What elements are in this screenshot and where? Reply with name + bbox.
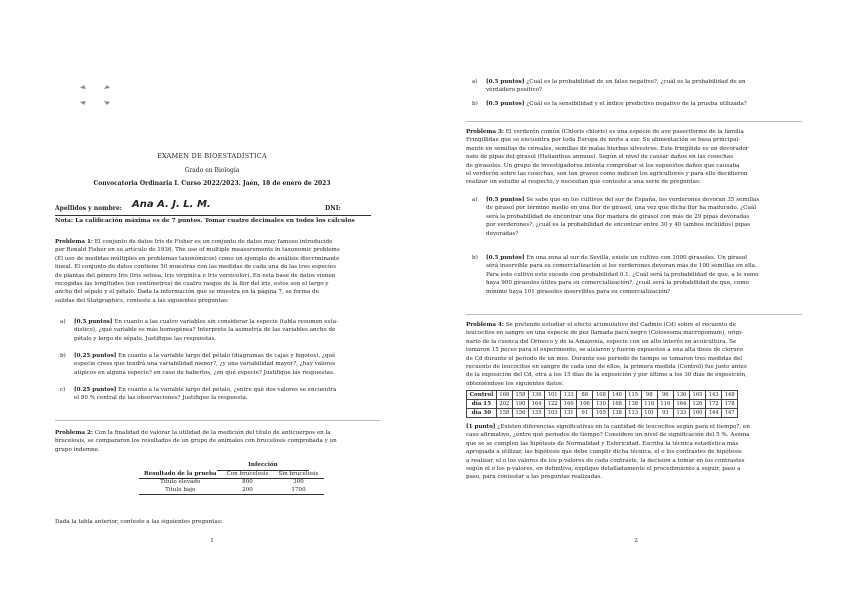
infection-table [139, 471, 324, 496]
table-cell: 164 [673, 400, 689, 409]
item-line: será inservible para su comercialización si los verderones devoran más de 100 semillas en ella. [486, 263, 757, 270]
table-cell: 130 [593, 400, 609, 409]
problem-3-line: de girasoles. Un grupo de investigadores intenta comprobar si los supuestos daños que causaba [466, 162, 740, 169]
problem-4-heading: Problema 4: [466, 322, 504, 328]
item-points: [0.5 puntos] [74, 319, 113, 325]
table-cell: 91 [577, 409, 593, 418]
item-points: [1 punto] [466, 424, 496, 430]
section-divider [466, 314, 802, 315]
row-label: Título bajo [165, 486, 196, 493]
problem-2-item-b [472, 100, 802, 108]
problem-4-line: de la exposición del Cd, otra a los 15 días de la exposición y por último a los 30 días de exposición, [466, 372, 747, 379]
table-cell: 158 [512, 391, 528, 400]
problem-4-line: Se pretende estudiar el efecto acumulativo del Cadmio (Cd) sobre el recuento de [505, 322, 737, 328]
table-cell: 101 [641, 409, 657, 418]
problem-1-line: de plantas del género Iris (Iris setosa, Iris virginica e Iris versicolor). En esta base de datos vienen [55, 272, 336, 279]
item-points: [0.5 puntos] [486, 197, 525, 203]
problem-1-line: (El uso de medidas múltiples en problemas taxonómicos) como un ejemplo de análisis discriminante [55, 255, 340, 262]
problem-1-item-a [60, 318, 380, 343]
table-cell: 168 [496, 391, 512, 400]
table-cell: 140 [609, 391, 625, 400]
table-cell: 300 [293, 479, 304, 485]
item-points: [0.25 puntos] [74, 387, 117, 393]
table-cell: 126 [689, 400, 705, 409]
after-table-text: Dada la tabla anterior, conteste a las siguientes preguntas: [55, 519, 223, 525]
problem-2-line: grupo indemne. [55, 446, 100, 453]
problem-3-line: Fringillidae que se encuentra por toda Europa de norte a sur. Su alimentación se basa principal- [466, 137, 741, 144]
item-line: devoradas? [486, 230, 519, 237]
infection-super-header: Infección [217, 462, 309, 471]
item-line: Se sabe que en los cultivos del sur de España, los verderones devoran 35 semillas [526, 197, 760, 203]
table-cell: 88 [577, 391, 593, 400]
item-line: En cuanto a la variable largo del pétalo, ¿entre qué dos valores se encuentra [118, 387, 337, 393]
table-row [467, 391, 738, 400]
item-line: haya 900 girasoles útiles para su comercialización?, ¿cuál será la probabilidad de que, como [486, 280, 749, 287]
item-label: b) [60, 353, 66, 359]
table-cell: 136 [673, 391, 689, 400]
problem-4-line: leucocitos en sangre en una especie de pez llamada pacú negro (Colossoma macropomum), origi- [466, 330, 743, 337]
item-label: b) [472, 255, 478, 261]
table-cell: 108 [593, 391, 609, 400]
table-cell: 172 [706, 400, 722, 409]
section-divider [466, 121, 802, 122]
table-cell: 160 [561, 400, 577, 409]
name-label: Apellidos y nombre: [55, 205, 122, 212]
table-cell: 143 [706, 391, 722, 400]
item-line: ¿Cuál es la sensibilidad y el índice predictivo negativo de la prueba utilizada? [526, 101, 747, 107]
table-cell: 158 [496, 409, 512, 418]
row-label: día 15 [467, 400, 497, 409]
problem-1 [55, 238, 380, 305]
item-line: caso afirmativo, ¿entre qué periodos de tiempo? Considere un nivel de significación del 5 %. Asuma [466, 432, 750, 439]
problem-3-item-b [472, 254, 802, 296]
section-divider [55, 420, 380, 421]
table-cell: 178 [722, 400, 738, 409]
item-label: b) [472, 101, 478, 107]
item-line: verdadero positivo? [486, 87, 542, 94]
problem-1-line: ancho del sépalo y el pétalo. Dada la información que se muestra en la página 7, se forma de [55, 289, 319, 296]
problem-2-item-a [472, 78, 802, 95]
table-row [139, 479, 324, 487]
problem-1-item-b [60, 352, 380, 377]
problem-2-line: Con la finalidad de valorar la utilidad de la medición del título de anticuerpos en la [94, 430, 331, 436]
table-cell: 800 [242, 479, 253, 485]
item-line: En una zona al sur de Sevilla, existe un cultivo con 1000 girasoles. Un girasol [526, 255, 747, 261]
table-cell: 138 [625, 400, 641, 409]
table-cell: 131 [561, 409, 577, 418]
logo-icon [78, 84, 112, 106]
problem-3-line: el verderón sobre las cosechas, son tan graves como indican los agricultores y para ello decidieron [466, 171, 748, 178]
item-line: pétalo y largo de sépalo. Justifique las respuestas. [74, 335, 217, 342]
item-line: mínimo haya 101 girasoles inservibles para su comercialización? [486, 288, 671, 295]
table-cell: 164 [529, 400, 545, 409]
problem-1-line: lineal. El conjunto de datos contiene 50 muestras con las medidas de cada una de las tres especies [55, 264, 336, 271]
item-label: c) [60, 387, 66, 393]
problem-3-line: El verderón común (Chloris chloris) es una especie de ave paseriforme de la familia [505, 129, 744, 135]
problem-2-line: brucelosis, se compararon los resultados de un grupo de animales con brucelosis comprobada y un [55, 438, 337, 445]
item-points: [0.5 puntos] [486, 79, 525, 85]
cadmium-table [466, 390, 738, 418]
problem-4-line: recuento de leucocitos en sangre de cada uno de ellos, la primera medida (Control) fue justo antes [466, 364, 747, 371]
item-line: que se se cumplen las hipótesis de Normalidad y Esfericidad. Escriba la técnica estadística más [466, 440, 739, 447]
table-cell: 144 [706, 409, 722, 418]
table-cell: 122 [545, 400, 561, 409]
problem-1-line: El conjunto de datos Iris de Fisher es un conjunto de datos muy famoso introducido [94, 239, 333, 245]
table-cell: 135 [529, 409, 545, 418]
exam-title: EXAMEN DE BIOESTADÍSTICA [157, 152, 267, 160]
item-line: de girasol por término medio en una flor de girasol, una vez que dicha flor ha madurado. ¿Cuál [486, 205, 757, 212]
problem-4-line: nario de la cuenca del Orinoco y de la Amazonía, especie con un alto interés en acuicultura. Se [466, 338, 737, 345]
table-cell: 113 [625, 409, 641, 418]
table-cell: 168 [609, 400, 625, 409]
problem-1-line: salidas del Statgraphics, conteste a las siguientes preguntas: [55, 297, 229, 304]
item-line: ¿Existen diferencias significativas en la cantidad de leucocitos según para el tiempo?, en [497, 424, 750, 430]
page-number: 2 [634, 538, 638, 544]
item-line: ¿Cuál es la probabilidad de un falso negativo?, ¿cuál es la probabilidad de un [526, 79, 746, 85]
problem-3-line: mente en semillas de cereales, semillas de malas hierbas silvestres. Este fringílido es un devorador [466, 145, 749, 152]
item-line: Para este cultivo esto sucede con probabilidad 0.1. ¿Cuál será la probabilidad de que, a lo sumo [486, 271, 759, 278]
item-points: [0.25 puntos] [74, 353, 117, 359]
row-label: día 30 [467, 409, 497, 418]
problem-1-heading: Problema 1: [55, 239, 93, 245]
table-cell: 136 [529, 391, 545, 400]
degree-line: Grado en Biología [184, 167, 240, 174]
page-number: 1 [210, 538, 214, 544]
infection-table-wrap [139, 462, 324, 495]
item-line: dístico), ¿qué variable es más homogénea? Interprete la asimetría de las variables ancho de [74, 327, 336, 334]
table-row [467, 409, 738, 418]
table-cell: 148 [722, 391, 738, 400]
table-cell: 106 [577, 400, 593, 409]
table-row [467, 400, 738, 409]
item-label: a) [60, 319, 66, 325]
item-line: a realizar, el o los valores de los p-valores de cada contraste, la decisión a tomar en los contrastes [466, 457, 745, 464]
item-line: En cuanto a las cuatro variables sin considerar la especie (tabla resumen esta- [114, 319, 338, 325]
table-cell: 96 [657, 391, 673, 400]
item-line: apropiada a utilizar, las hipótesis que debe cumplir dicha técnica, el o los contrastes de hipótesis [466, 449, 742, 456]
table-cell: 103 [545, 409, 561, 418]
row-label: Título elevado [160, 479, 201, 485]
problem-4 [466, 321, 802, 388]
table-cell: 118 [641, 400, 657, 409]
table-cell: 105 [593, 409, 609, 418]
table-cell: 93 [657, 409, 673, 418]
table-cell: 202 [496, 400, 512, 409]
problem-4-line: tomaron 15 peces para el experimento, se aislaron y fueron expuestos a una alta dosis de cloruro [466, 347, 743, 354]
item-points: [0.5 puntos] [486, 255, 525, 261]
table-cell: 98 [641, 391, 657, 400]
item-line: En cuanto a la variable largo del pétalo (diagramas de cajas y bigotes), ¿qué [118, 353, 336, 359]
problem-3 [466, 128, 802, 187]
problem-4-question [466, 423, 802, 482]
item-line: paso, para contestar a las preguntas realizadas. [466, 474, 603, 481]
problem-2 [55, 429, 380, 454]
dni-label: DNI: [325, 205, 341, 212]
name-underline [55, 215, 371, 216]
table-cell: 147 [722, 409, 738, 418]
table-cell: 101 [545, 391, 561, 400]
grading-note: Nota: La calificación máxima es de 7 puntos. Tomar cuatro decimales en todos los cálculos [55, 217, 355, 224]
col-header-without-brucellosis: Sin brucelosis [278, 470, 319, 477]
table-cell: 165 [689, 391, 705, 400]
table-row [139, 487, 324, 495]
table-cell: 133 [673, 409, 689, 418]
row-label: Control [467, 391, 497, 400]
item-label: a) [472, 197, 478, 203]
problem-1-line: recogidas las longitudes (en centímetros) de cuatro rasgos de la flor del iris, estos son el largo y [55, 281, 329, 288]
table-cell: 200 [242, 486, 253, 493]
table-cell: 133 [561, 391, 577, 400]
table-cell: 160 [689, 409, 705, 418]
item-line: será la probabilidad de encontrar una flor madura de girasol con más de 29 pipas devoradas [486, 213, 750, 220]
problem-3-heading: Problema 3: [466, 129, 504, 135]
problem-4-line: obteniéndose los siguientes datos: [466, 380, 564, 387]
col-header-test-result: Resultado de la prueba [144, 470, 217, 477]
problem-3-line: nato de pipas del girasol (Helianthus annuus). Según el nivel de causar daños en las cosechas [466, 154, 733, 161]
item-points: [0.5 puntos] [486, 101, 525, 107]
problem-1-item-c [60, 386, 380, 403]
table-cell: 190 [512, 400, 528, 409]
table-cell: 116 [657, 400, 673, 409]
item-label: a) [472, 79, 478, 85]
cadmium-table-wrap [466, 390, 738, 418]
table-cell: 138 [609, 409, 625, 418]
table-cell: 115 [625, 391, 641, 400]
table-cell: 1700 [291, 486, 306, 493]
item-line: según el o los p-valores, en definitiva, explique detalladamente el procedimiento a seguir, paso a [466, 466, 741, 473]
item-line: atípicos en alguna especie? en caso de haberlos, ¿en qué especie? Justifique las respuestas. [74, 369, 335, 376]
problem-2-heading: Problema 2: [55, 430, 93, 436]
problem-3-item-a [472, 196, 802, 238]
table-cell: 156 [512, 409, 528, 418]
exam-page-2 [424, 0, 848, 599]
item-line: el 80 % central de las observaciones? Justifique la respuesta. [74, 395, 248, 402]
problem-4-line: de Cd durante el periodo de un mes. Durante ese periodo de tiempo se tomaron tres medidas del [466, 355, 743, 362]
handwritten-name: Ana A. J. L. M. [132, 199, 211, 210]
problem-1-line: por Ronald Fisher en su artículo de 1936, The use of multiple measurements in taxonomic problems [55, 247, 340, 254]
col-header-with-brucellosis: Con brucelosis [226, 470, 269, 477]
problem-3-line: realizar un estudio al respecto, y necesitan que conteste a una serie de preguntas: [466, 179, 701, 186]
item-line: por verderones?, ¿cuál es la probabilidad de encontrar entre 30 y 40 (ambos incluidos) pipas [486, 222, 751, 229]
session-line: Convocatoria Ordinaria I. Curso 2022/2023. Jaén, 18 de enero de 2023 [93, 180, 331, 187]
item-line: especie crees que tendrá una variabilidad menor?, ¿y una variabilidad mayor?, ¿hay valores [74, 361, 336, 368]
